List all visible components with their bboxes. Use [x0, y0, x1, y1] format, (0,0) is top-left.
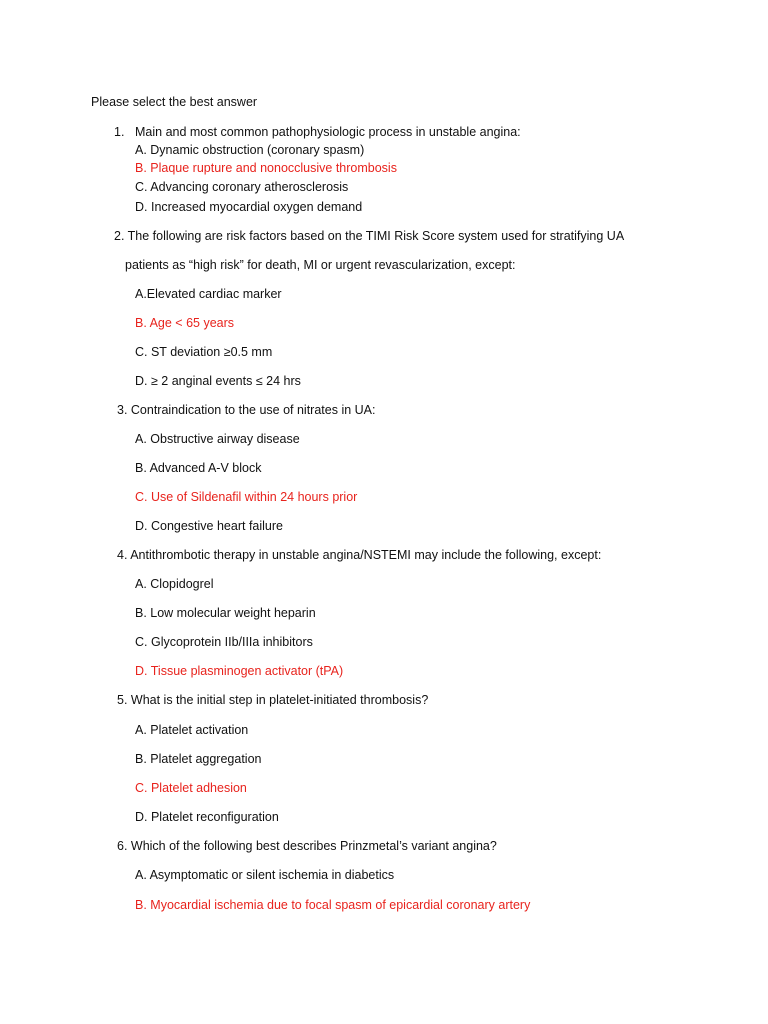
- question-3-option-b: B. Advanced A-V block: [135, 461, 262, 475]
- question-4-option-c: C. Glycoprotein IIb/IIIa inhibitors: [135, 635, 313, 649]
- question-5-option-b: B. Platelet aggregation: [135, 752, 262, 766]
- question-2-text-line-1: 2. The following are risk factors based on the TIMI Risk Score system used for stratifying UA: [114, 229, 625, 243]
- question-3-option-c-correct: C. Use of Sildenafil within 24 hours prior: [135, 490, 358, 504]
- question-6-option-a: A. Asymptomatic or silent ischemia in diabetics: [135, 868, 395, 882]
- question-5-option-d: D. Platelet reconfiguration: [135, 810, 279, 824]
- question-2-option-c: C. ST deviation ≥0.5 mm: [135, 345, 273, 359]
- question-5-text: 5. What is the initial step in platelet-initiated thrombosis?: [117, 693, 429, 707]
- question-4-option-d-correct: D. Tissue plasminogen activator (tPA): [135, 664, 344, 678]
- question-1-text: Main and most common pathophysiologic process in unstable angina:: [135, 125, 521, 139]
- question-1-number: 1.: [114, 125, 125, 139]
- question-5-option-c-correct: C. Platelet adhesion: [135, 781, 247, 795]
- question-1-option-a: A. Dynamic obstruction (coronary spasm): [135, 143, 365, 157]
- question-6-text: 6. Which of the following best describes Prinzmetal’s variant angina?: [117, 839, 497, 853]
- question-6-option-b-correct: B. Myocardial ischemia due to focal spasm of epicardial coronary artery: [135, 898, 531, 912]
- question-2-text-line-2: patients as “high risk” for death, MI or urgent revascularization, except:: [125, 258, 516, 272]
- question-1-option-d: D. Increased myocardial oxygen demand: [135, 200, 363, 214]
- question-1-option-c: C. Advancing coronary atherosclerosis: [135, 180, 349, 194]
- instructions-heading: Please select the best answer: [91, 95, 258, 109]
- question-3-option-d: D. Congestive heart failure: [135, 519, 283, 533]
- question-4-option-a: A. Clopidogrel: [135, 577, 214, 591]
- question-5-option-a: A. Platelet activation: [135, 723, 249, 737]
- question-4-text: 4. Antithrombotic therapy in unstable angina/NSTEMI may include the following, except:: [117, 548, 602, 562]
- question-2-option-d: D. ≥ 2 anginal events ≤ 24 hrs: [135, 374, 301, 388]
- question-3-text: 3. Contraindication to the use of nitrates in UA:: [117, 403, 376, 417]
- question-2-option-b-correct: B. Age < 65 years: [135, 316, 235, 330]
- question-4-option-b: B. Low molecular weight heparin: [135, 606, 316, 620]
- question-2-option-a: A.Elevated cardiac marker: [135, 287, 282, 301]
- question-1-option-b-correct: B. Plaque rupture and nonocclusive thrombosis: [135, 161, 397, 175]
- question-3-option-a: A. Obstructive airway disease: [135, 432, 300, 446]
